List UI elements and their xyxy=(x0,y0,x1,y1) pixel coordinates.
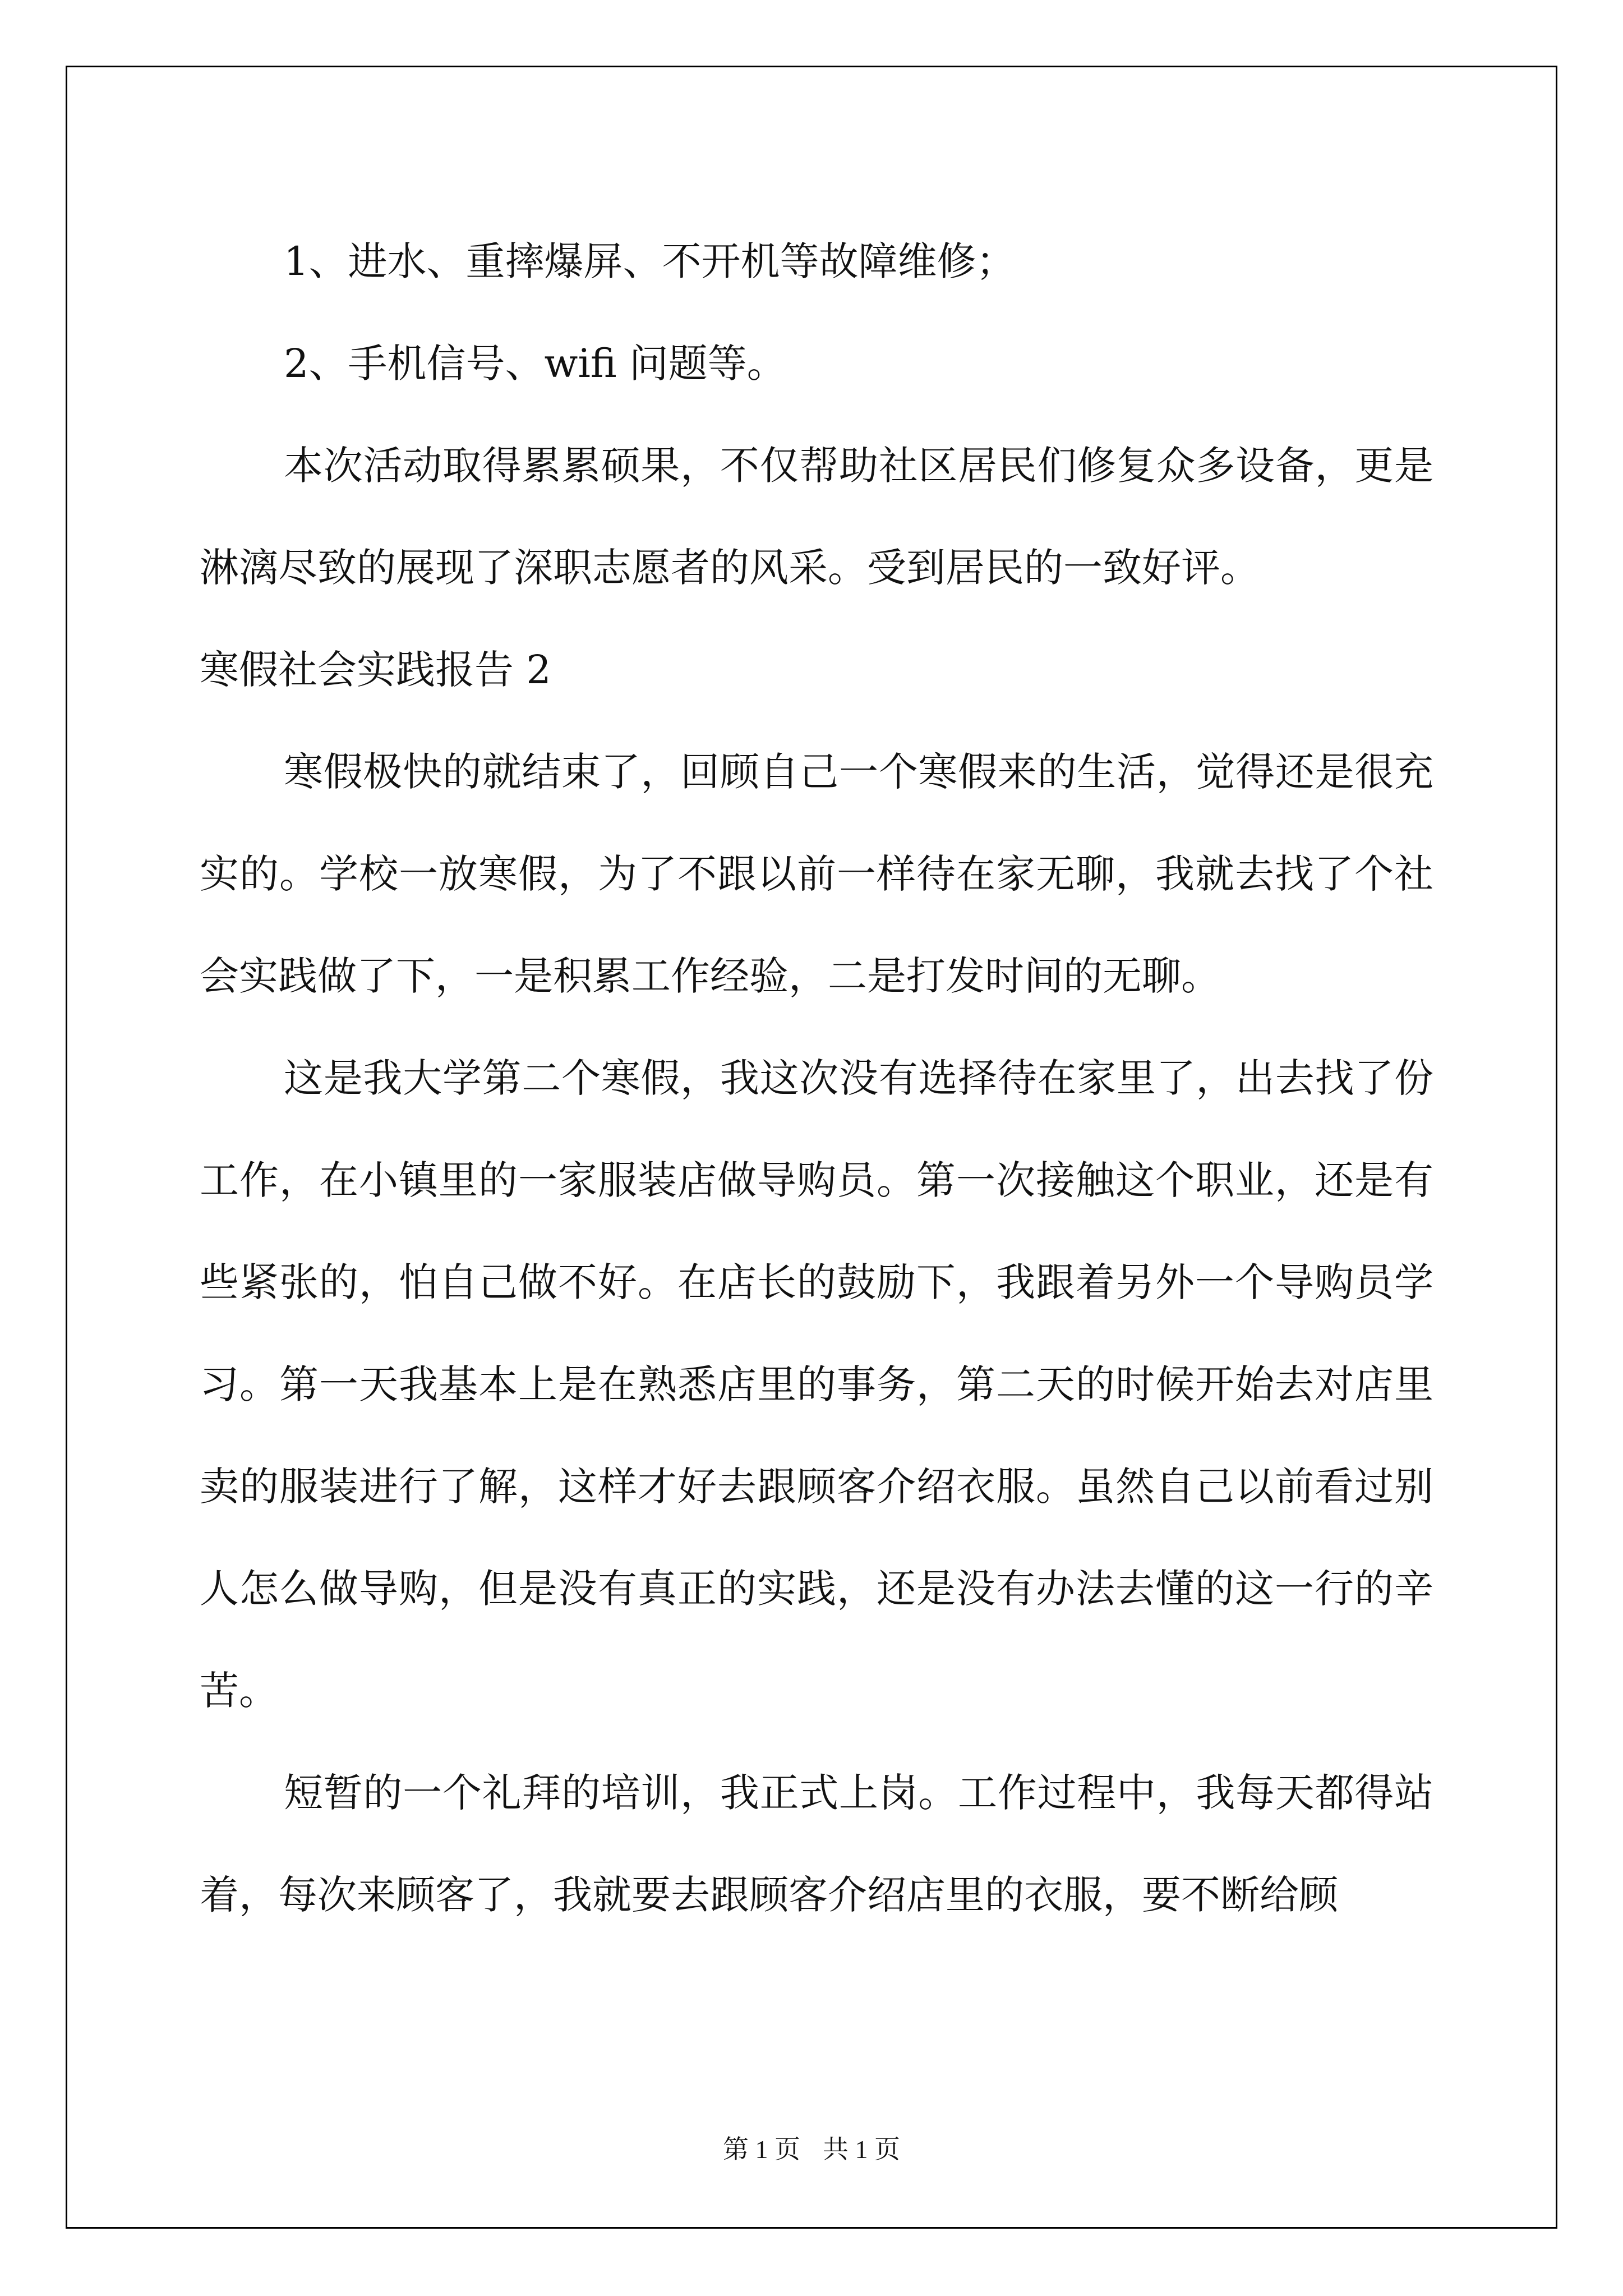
paragraph: 2、手机信号、wifi 问题等。 xyxy=(284,341,786,386)
page-total: 共 1 页 xyxy=(823,2135,900,2164)
paragraph: 本次活动取得累累硕果，不仅帮助社区居民们修复众多设备，更是淋漓尽致的展现了深职志愿者的风采。受到居民的一致好评。 xyxy=(200,443,1433,591)
section-heading: 寒假社会实践报告 2 xyxy=(200,647,551,693)
paragraph: 短暂的一个礼拜的培训，我正式上岗。工作过程中，我每天都得站着，每次来顾客了，我就要去跟顾客介绍店里的衣服，要不断给顾 xyxy=(200,1770,1433,1918)
paragraph: 寒假极快的就结束了，回顾自己一个寒假来的生活，觉得还是很充实的。学校一放寒假，为了不跟以前一样待在家无聊，我就去找了个社会实践做了下，一是积累工作经验，二是打发时间的无聊。 xyxy=(200,749,1433,999)
paragraph: 这是我大学第二个寒假，我这次没有选择待在家里了，出去找了份工作，在小镇里的一家服装店做导购员。第一次接触这个职业，还是有些紧张的，怕自己做不好。在店长的鼓励下，我跟着另外一个导购员学习。第一天我基本上是在熟悉店里的事务，第二天的时候开始去对店里卖的服装进行了解，这样才好去跟顾客介绍衣服。虽然自己以前看过别人怎么做导购，但是没有真正的实践，还是没有办法去懂的这一行的辛苦。 xyxy=(200,1055,1433,1714)
document-body xyxy=(200,210,1433,1946)
paragraph: 1、进水、重摔爆屏、不开机等故障维修； xyxy=(284,238,1016,284)
page-number: 第 1 页 xyxy=(723,2135,800,2164)
page-footer xyxy=(0,2129,1623,2166)
